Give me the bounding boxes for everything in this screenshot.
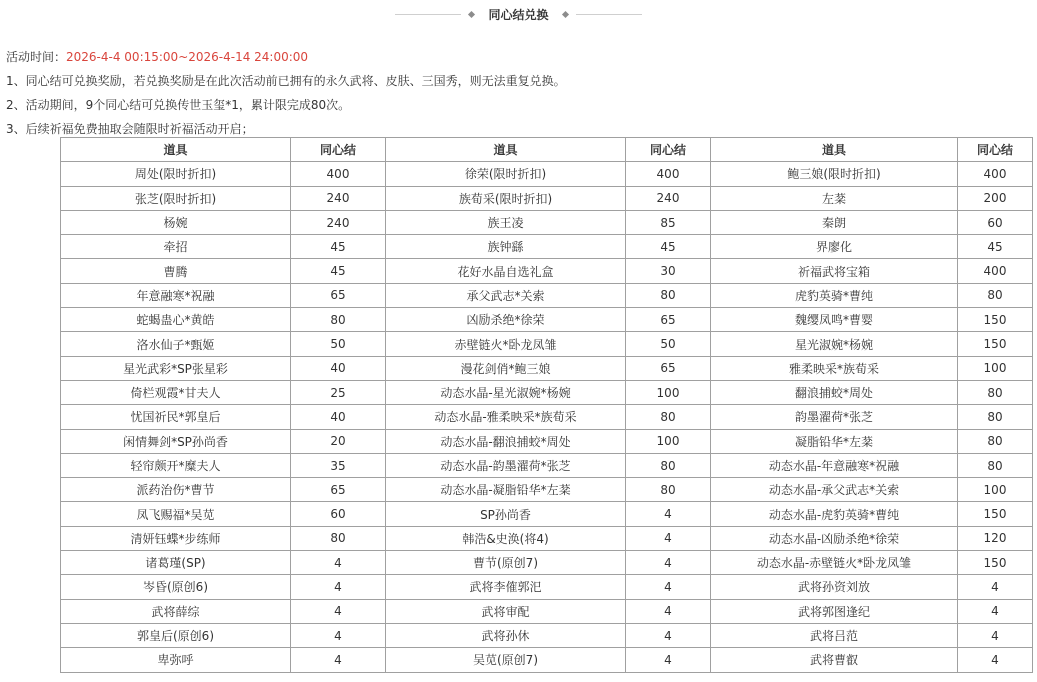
table-row: [61, 283, 1033, 307]
item-cost-cell: 100: [958, 478, 1033, 502]
item-cost-cell: 4: [291, 599, 386, 623]
table-row: [61, 332, 1033, 356]
table-row: [61, 648, 1033, 672]
item-name-cell: 诸葛瑾(SP): [61, 551, 291, 575]
item-cost-cell: 4: [626, 502, 711, 526]
item-cost-cell: 4: [626, 526, 711, 550]
table-row: [61, 186, 1033, 210]
item-name-cell: 翻浪捕蛟*周处: [711, 380, 958, 404]
item-cost-cell: 80: [958, 453, 1033, 477]
item-name-cell: 漫花剑俏*鲍三娘: [386, 356, 626, 380]
item-cost-cell: 4: [958, 575, 1033, 599]
item-cost-cell: 400: [626, 162, 711, 186]
item-cost-cell: 100: [958, 356, 1033, 380]
exchange-table: [60, 137, 1033, 673]
item-name-cell: 动态水晶-凶励杀绝*徐荣: [711, 526, 958, 550]
item-cost-cell: 80: [291, 526, 386, 550]
column-header-item: 道具: [711, 138, 958, 162]
event-time-label: 活动时间：: [6, 50, 67, 64]
item-name-cell: 秦朗: [711, 210, 958, 234]
table-row: [61, 405, 1033, 429]
item-cost-cell: 4: [626, 623, 711, 647]
table-body: [61, 162, 1033, 672]
item-cost-cell: 80: [958, 429, 1033, 453]
item-name-cell: 年意融寒*祝融: [61, 283, 291, 307]
item-name-cell: 动态水晶-翻浪捕蛟*周处: [386, 429, 626, 453]
item-name-cell: 韵墨濯荷*张芝: [711, 405, 958, 429]
item-name-cell: 周处(限时折扣): [61, 162, 291, 186]
item-name-cell: 动态水晶-赤壁链火*卧龙凤雏: [711, 551, 958, 575]
item-cost-cell: 4: [291, 551, 386, 575]
item-cost-cell: 40: [291, 405, 386, 429]
item-name-cell: 左棻: [711, 186, 958, 210]
item-name-cell: 凤飞赐福*吴苋: [61, 502, 291, 526]
item-cost-cell: 85: [626, 210, 711, 234]
item-name-cell: 曹节(原创7): [386, 551, 626, 575]
column-header-item: 道具: [386, 138, 626, 162]
page-title: 同心结兑换: [488, 7, 549, 22]
item-name-cell: 徐荣(限时折扣): [386, 162, 626, 186]
item-name-cell: 清妍钰蝶*步练师: [61, 526, 291, 550]
item-cost-cell: 150: [958, 551, 1033, 575]
item-name-cell: 武将审配: [386, 599, 626, 623]
item-cost-cell: 120: [958, 526, 1033, 550]
item-cost-cell: 80: [626, 405, 711, 429]
item-cost-cell: 35: [291, 453, 386, 477]
item-name-cell: 吴苋(原创7): [386, 648, 626, 672]
item-cost-cell: 20: [291, 429, 386, 453]
item-name-cell: 动态水晶-虎豹英骑*曹纯: [711, 502, 958, 526]
table-row: [61, 575, 1033, 599]
item-name-cell: 动态水晶-承父武志*关索: [711, 478, 958, 502]
item-cost-cell: 150: [958, 502, 1033, 526]
item-cost-cell: 65: [291, 478, 386, 502]
item-cost-cell: 100: [626, 429, 711, 453]
table-row: [61, 502, 1033, 526]
item-cost-cell: 100: [626, 380, 711, 404]
column-header-cost: 同心结: [958, 138, 1033, 162]
item-name-cell: 岑昏(原创6): [61, 575, 291, 599]
item-cost-cell: 80: [626, 283, 711, 307]
item-name-cell: 武将郭图逢纪: [711, 599, 958, 623]
item-name-cell: 祈福武将宝箱: [711, 259, 958, 283]
item-name-cell: 界廖化: [711, 235, 958, 259]
table-header-row: [61, 138, 1033, 162]
item-cost-cell: 4: [626, 551, 711, 575]
item-name-cell: 韩浩&史涣(将4): [386, 526, 626, 550]
table-row: [61, 453, 1033, 477]
item-cost-cell: 400: [291, 162, 386, 186]
diamond-icon: [468, 10, 475, 17]
item-name-cell: 闲情舞剑*SP孙尚香: [61, 429, 291, 453]
item-cost-cell: 400: [958, 162, 1033, 186]
item-name-cell: 动态水晶-年意融寒*祝融: [711, 453, 958, 477]
table-row: [61, 162, 1033, 186]
item-cost-cell: 4: [291, 575, 386, 599]
title-divider-right: [576, 14, 642, 15]
item-cost-cell: 80: [958, 283, 1033, 307]
item-name-cell: 动态水晶-雅柔映采*族荀采: [386, 405, 626, 429]
table-row: [61, 259, 1033, 283]
table-row: [61, 526, 1033, 550]
item-cost-cell: 4: [958, 599, 1033, 623]
item-cost-cell: 240: [626, 186, 711, 210]
item-name-cell: 轻帘颇开*糜夫人: [61, 453, 291, 477]
table-row: [61, 210, 1033, 234]
event-time-line: [6, 45, 566, 69]
item-name-cell: 卑弥呼: [61, 648, 291, 672]
item-cost-cell: 45: [291, 235, 386, 259]
item-name-cell: 武将吕范: [711, 623, 958, 647]
item-name-cell: 动态水晶-韵墨濯荷*张芝: [386, 453, 626, 477]
table-row: [61, 429, 1033, 453]
table-row: [61, 380, 1033, 404]
event-info: [6, 45, 566, 141]
rule-line-1: 1、同心结可兑换奖励，若兑换奖励是在此次活动前已拥有的永久武将、皮肤、三国秀，则无法重复兑换。: [6, 74, 566, 88]
item-cost-cell: 200: [958, 186, 1033, 210]
item-name-cell: 武将薛综: [61, 599, 291, 623]
item-name-cell: 武将孙资刘放: [711, 575, 958, 599]
item-cost-cell: 400: [958, 259, 1033, 283]
item-name-cell: 星光淑婉*杨婉: [711, 332, 958, 356]
item-name-cell: 星光武彩*SP张星彩: [61, 356, 291, 380]
item-cost-cell: 50: [626, 332, 711, 356]
item-cost-cell: 45: [958, 235, 1033, 259]
item-name-cell: 张芝(限时折扣): [61, 186, 291, 210]
item-name-cell: 郭皇后(原创6): [61, 623, 291, 647]
item-name-cell: 承父武志*关索: [386, 283, 626, 307]
item-cost-cell: 40: [291, 356, 386, 380]
table-row: [61, 356, 1033, 380]
item-cost-cell: 65: [291, 283, 386, 307]
item-name-cell: 雅柔映采*族荀采: [711, 356, 958, 380]
item-name-cell: 武将曹叡: [711, 648, 958, 672]
item-cost-cell: 60: [958, 210, 1033, 234]
item-cost-cell: 65: [626, 308, 711, 332]
item-cost-cell: 4: [626, 599, 711, 623]
table-row: [61, 478, 1033, 502]
item-cost-cell: 150: [958, 308, 1033, 332]
item-name-cell: 虎豹英骑*曹纯: [711, 283, 958, 307]
event-time-value: 2026-4-4 00:15:00~2026-4-14 24:00:00: [66, 50, 309, 64]
page-title-bar: [0, 4, 1037, 24]
item-name-cell: 杨婉: [61, 210, 291, 234]
item-name-cell: SP孙尚香: [386, 502, 626, 526]
item-name-cell: 魏缨凤鸣*曹婴: [711, 308, 958, 332]
item-name-cell: 凶励杀绝*徐荣: [386, 308, 626, 332]
item-name-cell: 蛇蝎蛊心*黄皓: [61, 308, 291, 332]
item-name-cell: 曹腾: [61, 259, 291, 283]
item-cost-cell: 45: [626, 235, 711, 259]
item-name-cell: 族钟繇: [386, 235, 626, 259]
item-cost-cell: 4: [958, 623, 1033, 647]
item-name-cell: 族王凌: [386, 210, 626, 234]
rule-line-3: 3、后续祈福免费抽取会随限时祈福活动开启；: [6, 122, 254, 136]
item-cost-cell: 4: [958, 648, 1033, 672]
item-name-cell: 牵招: [61, 235, 291, 259]
item-name-cell: 动态水晶-凝脂铅华*左棻: [386, 478, 626, 502]
item-name-cell: 赤壁链火*卧龙凤雏: [386, 332, 626, 356]
diamond-icon: [561, 10, 568, 17]
column-header-item: 道具: [61, 138, 291, 162]
item-cost-cell: 80: [626, 453, 711, 477]
item-cost-cell: 240: [291, 186, 386, 210]
item-name-cell: 族荀采(限时折扣): [386, 186, 626, 210]
item-name-cell: 派药治伤*曹节: [61, 478, 291, 502]
item-cost-cell: 30: [626, 259, 711, 283]
table-row: [61, 551, 1033, 575]
item-name-cell: 倚栏观霞*甘夫人: [61, 380, 291, 404]
table-row: [61, 235, 1033, 259]
item-cost-cell: 80: [958, 405, 1033, 429]
item-cost-cell: 80: [626, 478, 711, 502]
item-name-cell: 洛水仙子*甄姬: [61, 332, 291, 356]
item-cost-cell: 240: [291, 210, 386, 234]
item-cost-cell: 150: [958, 332, 1033, 356]
rule-line-2: 2、活动期间，9个同心结可兑换传世玉玺*1，累计限完成80次。: [6, 98, 351, 112]
item-cost-cell: 4: [291, 623, 386, 647]
item-cost-cell: 4: [291, 648, 386, 672]
table-row: [61, 623, 1033, 647]
item-cost-cell: 80: [958, 380, 1033, 404]
item-cost-cell: 60: [291, 502, 386, 526]
item-cost-cell: 4: [626, 648, 711, 672]
item-name-cell: 鲍三娘(限时折扣): [711, 162, 958, 186]
item-name-cell: 忧国祈民*郭皇后: [61, 405, 291, 429]
column-header-cost: 同心结: [626, 138, 711, 162]
item-cost-cell: 65: [626, 356, 711, 380]
item-name-cell: 武将李傕郭汜: [386, 575, 626, 599]
item-cost-cell: 4: [626, 575, 711, 599]
item-cost-cell: 80: [291, 308, 386, 332]
table-row: [61, 308, 1033, 332]
item-name-cell: 动态水晶-星光淑婉*杨婉: [386, 380, 626, 404]
item-name-cell: 凝脂铅华*左棻: [711, 429, 958, 453]
item-cost-cell: 50: [291, 332, 386, 356]
title-divider-left: [395, 14, 461, 15]
item-name-cell: 花好水晶自选礼盒: [386, 259, 626, 283]
item-cost-cell: 25: [291, 380, 386, 404]
item-name-cell: 武将孙休: [386, 623, 626, 647]
item-cost-cell: 45: [291, 259, 386, 283]
column-header-cost: 同心结: [291, 138, 386, 162]
table-row: [61, 599, 1033, 623]
